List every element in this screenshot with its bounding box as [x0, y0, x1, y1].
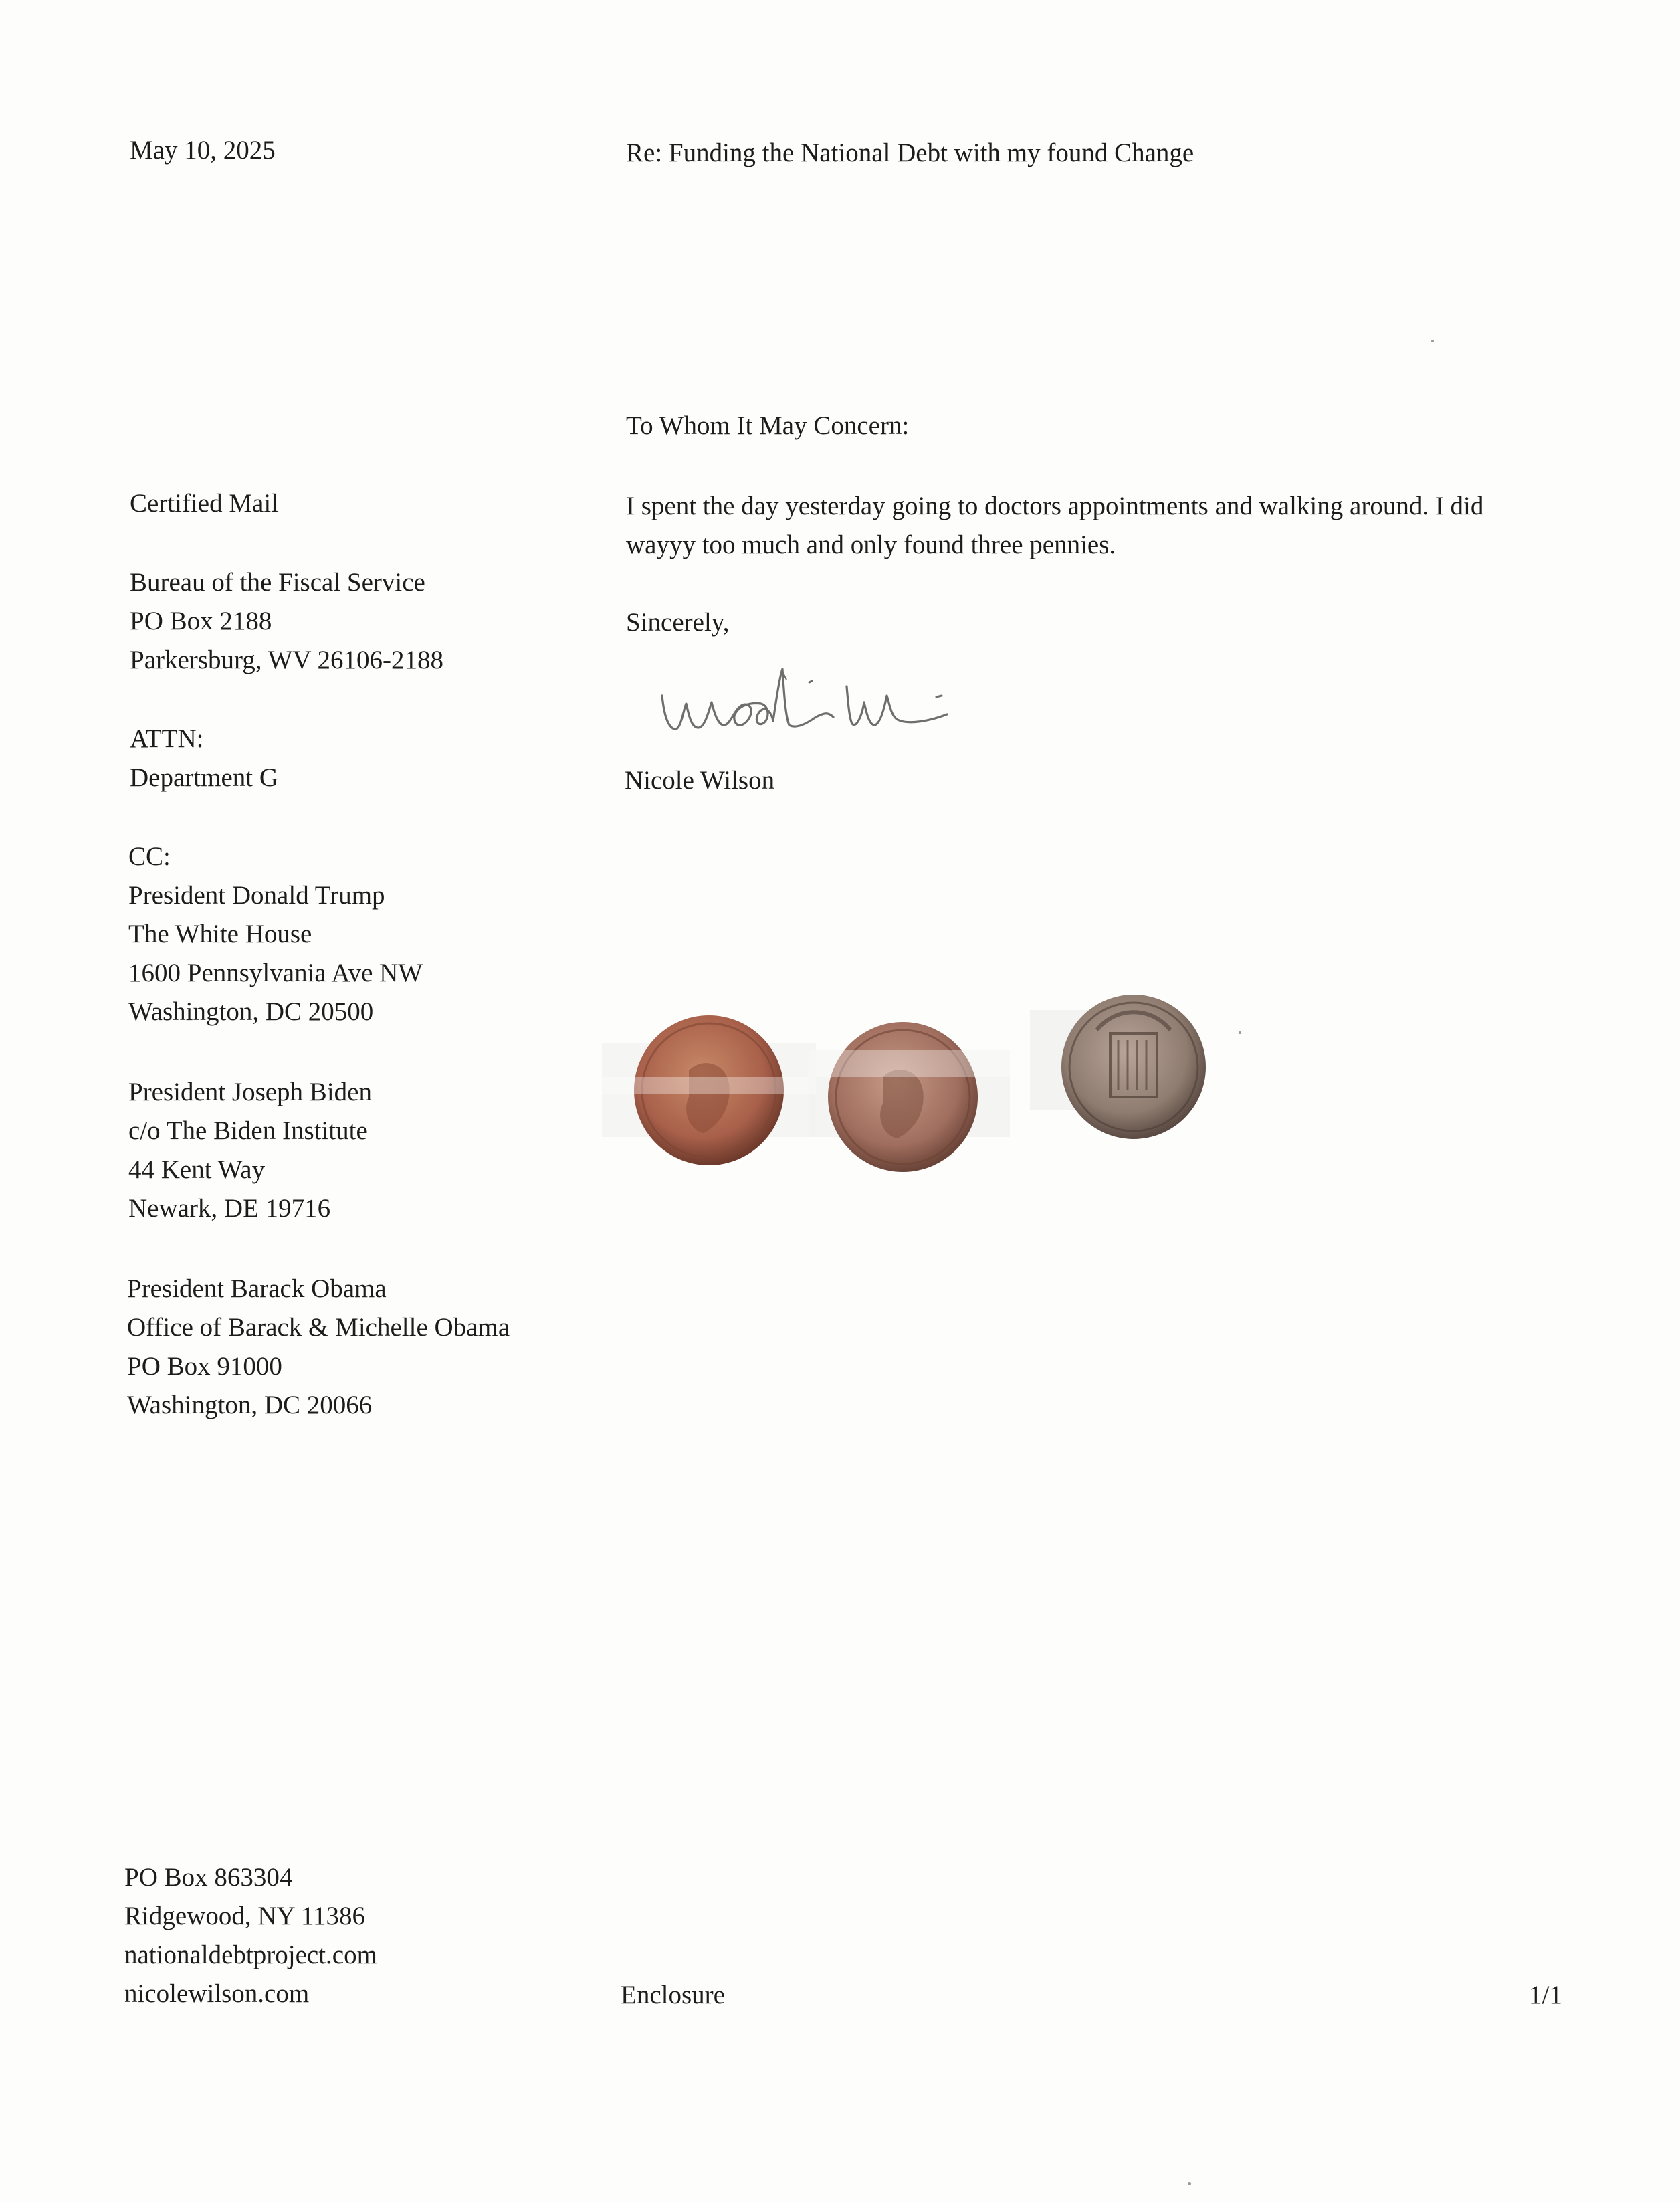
cc-recipient-obama [127, 1270, 510, 1425]
sender-address [124, 1858, 377, 2013]
address-line: Parkersburg, WV 26106-2188 [130, 645, 444, 674]
cc-line: Washington, DC 20500 [128, 997, 374, 1026]
body-line: I spent the day yesterday going to doctors appointments and walking around. I did [626, 492, 1484, 520]
salutation: To Whom It May Concern: [626, 411, 910, 440]
handwritten-signature [649, 662, 1023, 749]
cc-line: PO Box 91000 [127, 1352, 282, 1381]
cc-line: Washington, DC 20066 [127, 1391, 373, 1419]
signature-name: Nicole Wilson [625, 766, 775, 795]
page-number: 1/1 [1529, 1981, 1562, 2009]
closing: Sincerely, [626, 608, 730, 637]
cc-line: 44 Kent Way [128, 1155, 266, 1184]
cc-line: Office of Barack & Michelle Obama [127, 1313, 510, 1342]
penny-3 [1061, 995, 1206, 1139]
cc-line: c/o The Biden Institute [128, 1116, 368, 1145]
sender-website[interactable]: nationaldebtproject.com [124, 1940, 377, 1969]
cc-line: Newark, DE 19716 [128, 1194, 331, 1223]
sender-line: Ridgewood, NY 11386 [124, 1902, 366, 1930]
letter-body [626, 487, 1483, 565]
enclosed-pennies [589, 977, 1284, 1217]
cc-line: President Donald Trump [128, 881, 385, 910]
attn-department: Department G [130, 763, 279, 792]
attn-label: ATTN: [130, 724, 204, 753]
scan-speck [1431, 340, 1434, 342]
pennies-illustration [589, 977, 1284, 1217]
letter-subject: Re: Funding the National Debt with my found Change [626, 138, 1194, 167]
cc-recipient-trump [128, 876, 423, 1031]
scan-speck [1188, 2182, 1191, 2185]
body-line: wayyy too much and only found three pennies. [626, 530, 1116, 559]
cc-line: 1600 Pennsylvania Ave NW [128, 959, 423, 987]
address-line: Bureau of the Fiscal Service [130, 568, 425, 597]
letter-date: May 10, 2025 [130, 136, 276, 165]
attn-block [130, 720, 278, 797]
sender-website[interactable]: nicolewilson.com [124, 1979, 310, 2008]
recipient-address [130, 563, 443, 680]
enclosure-label: Enclosure [621, 1981, 725, 2009]
cc-line: President Joseph Biden [128, 1078, 372, 1106]
cc-line: President Barack Obama [127, 1274, 387, 1303]
cc-label: CC: [128, 842, 171, 871]
delivery-method: Certified Mail [130, 489, 279, 518]
scan-speck [1239, 1031, 1241, 1034]
address-line: PO Box 2188 [130, 607, 272, 635]
sender-line: PO Box 863304 [124, 1863, 293, 1892]
cc-line: The White House [128, 920, 312, 948]
cc-recipient-biden [128, 1073, 372, 1228]
penny-1 [602, 1015, 816, 1165]
